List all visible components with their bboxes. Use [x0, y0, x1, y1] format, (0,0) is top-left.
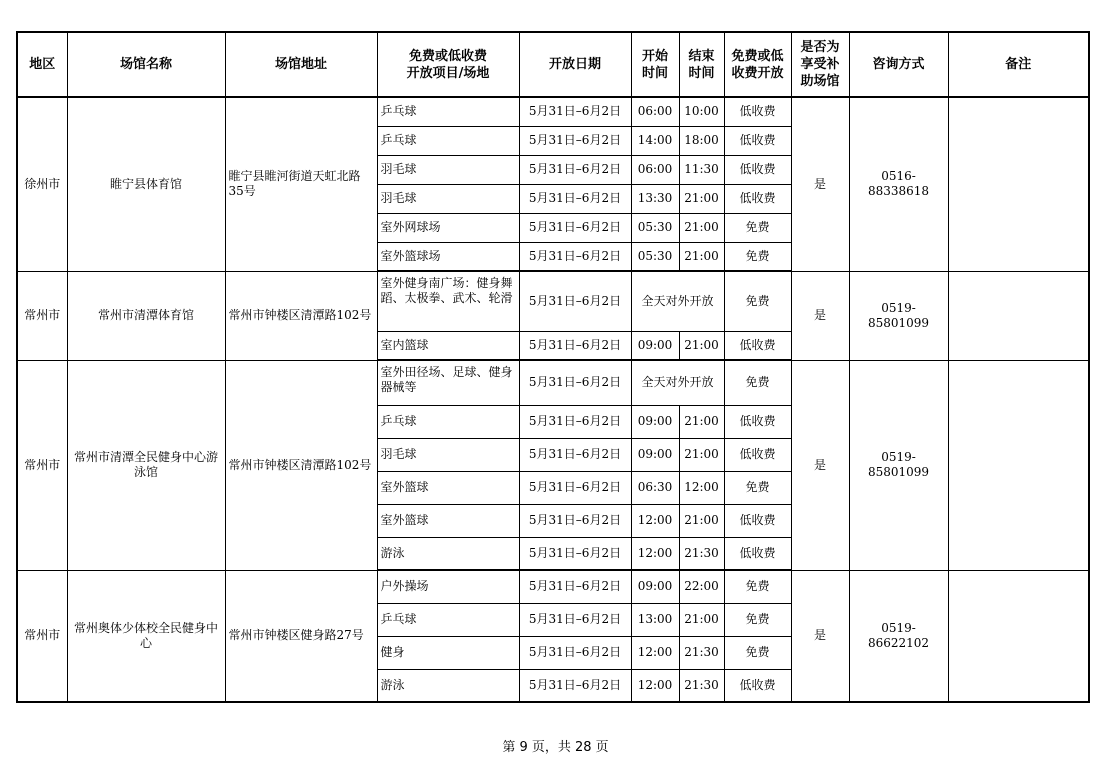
item-cell: 乒乓球: [377, 405, 519, 438]
start-cell: 06:00: [631, 155, 679, 184]
header-contact: 咨询方式: [849, 32, 948, 97]
header-fee-line2: 收费开放: [731, 65, 784, 81]
note-cell: [948, 271, 1089, 360]
start-cell: 13:30: [631, 184, 679, 213]
header-venue: 场馆名称: [67, 32, 225, 97]
start-cell: 12:00: [631, 504, 679, 537]
subsidy-cell: 是: [791, 97, 849, 271]
end-cell: 21:00: [679, 331, 724, 360]
header-end-line1: 结束: [688, 48, 715, 64]
header-start-line1: 开始: [641, 48, 668, 64]
subsidy-cell: 是: [791, 271, 849, 360]
contact-cell: 0519-85801099: [849, 360, 948, 570]
date-cell: 5月31日–6月2日: [519, 438, 631, 471]
start-cell: 09:00: [631, 405, 679, 438]
item-cell: 羽毛球: [377, 184, 519, 213]
table-row: [17, 360, 1089, 405]
fee-cell: 低收费: [724, 405, 791, 438]
item-cell: 游泳: [377, 669, 519, 702]
date-cell: 5月31日–6月2日: [519, 669, 631, 702]
address-cell: 睢宁县睢河街道天虹北路35号: [225, 97, 377, 271]
end-cell: 21:00: [679, 405, 724, 438]
item-cell: 室内篮球: [377, 331, 519, 360]
table-row: [17, 271, 1089, 331]
date-cell: 5月31日–6月2日: [519, 504, 631, 537]
header-fee-line1: 免费或低: [731, 48, 784, 64]
fee-cell: 低收费: [724, 184, 791, 213]
page-footer: 第 9 页，共 28 页: [502, 740, 609, 755]
start-cell: 12:00: [631, 669, 679, 702]
start-cell: 12:00: [631, 537, 679, 570]
venue-cell: 常州奥体少体校全民健身中心: [67, 570, 225, 702]
contact-cell: 0519-85801099: [849, 271, 948, 360]
contact-cell: 0516-88338618: [849, 97, 948, 271]
date-cell: 5月31日–6月2日: [519, 537, 631, 570]
date-cell: 5月31日–6月2日: [519, 471, 631, 504]
start-cell: 05:30: [631, 242, 679, 271]
header-subsidy-line1: 是否为: [800, 40, 840, 55]
header-item: [377, 32, 519, 97]
table-row: [17, 97, 1089, 126]
allday-cell: 全天对外开放: [631, 360, 724, 405]
header-start: [631, 32, 679, 97]
header-subsidy: [791, 32, 849, 97]
header-row: [17, 32, 1089, 97]
fee-cell: 免费: [724, 570, 791, 603]
header-date: 开放日期: [519, 32, 631, 97]
note-cell: [948, 570, 1089, 702]
fee-cell: 免费: [724, 603, 791, 636]
start-cell: 06:00: [631, 97, 679, 126]
address-cell: 常州市钟楼区清潭路102号: [225, 360, 377, 570]
end-cell: 21:00: [679, 184, 724, 213]
date-cell: 5月31日–6月2日: [519, 213, 631, 242]
item-cell: 羽毛球: [377, 155, 519, 184]
date-cell: 5月31日–6月2日: [519, 242, 631, 271]
table-row: [17, 570, 1089, 603]
address-cell: 常州市钟楼区清潭路102号: [225, 271, 377, 360]
start-cell: 09:00: [631, 438, 679, 471]
venue-cell: 睢宁县体育馆: [67, 97, 225, 271]
end-cell: 21:00: [679, 504, 724, 537]
fee-cell: 低收费: [724, 331, 791, 360]
header-item-line1: 免费或低收费: [408, 48, 487, 64]
fee-cell: 低收费: [724, 126, 791, 155]
end-cell: 12:00: [679, 471, 724, 504]
fee-cell: 免费: [724, 271, 791, 331]
item-cell: 乒乓球: [377, 97, 519, 126]
venue-schedule-table: [16, 31, 1090, 703]
venue-cell: 常州市清潭体育馆: [67, 271, 225, 360]
item-cell: 乒乓球: [377, 603, 519, 636]
header-address: 场馆地址: [225, 32, 377, 97]
item-cell: 室外篮球: [377, 471, 519, 504]
fee-cell: 低收费: [724, 669, 791, 702]
end-cell: 21:00: [679, 242, 724, 271]
header-fee: [724, 32, 791, 97]
header-note: 备注: [948, 32, 1089, 97]
address-cell: 常州市钟楼区健身路27号: [225, 570, 377, 702]
fee-cell: 低收费: [724, 97, 791, 126]
header-end: [679, 32, 724, 97]
fee-cell: 低收费: [724, 537, 791, 570]
start-cell: 05:30: [631, 213, 679, 242]
start-cell: 14:00: [631, 126, 679, 155]
date-cell: 5月31日–6月2日: [519, 570, 631, 603]
region-cell: 常州市: [17, 360, 67, 570]
header-subsidy-line2: 享受补: [800, 57, 840, 72]
header-start-line2: 时间: [641, 65, 668, 81]
item-cell: 室外田径场、足球、健身器械等: [377, 360, 519, 405]
date-cell: 5月31日–6月2日: [519, 603, 631, 636]
note-cell: [948, 97, 1089, 271]
fee-cell: 免费: [724, 242, 791, 271]
subsidy-cell: 是: [791, 360, 849, 570]
item-cell: 乒乓球: [377, 126, 519, 155]
date-cell: 5月31日–6月2日: [519, 155, 631, 184]
fee-cell: 低收费: [724, 155, 791, 184]
allday-cell: 全天对外开放: [631, 271, 724, 331]
date-cell: 5月31日–6月2日: [519, 360, 631, 405]
header-region: 地区: [17, 32, 67, 97]
header-end-line2: 时间: [688, 65, 715, 81]
date-cell: 5月31日–6月2日: [519, 97, 631, 126]
end-cell: 21:30: [679, 669, 724, 702]
venue-table-sheet: [16, 31, 1090, 703]
header-subsidy-line3: 助场馆: [800, 74, 840, 89]
date-cell: 5月31日–6月2日: [519, 636, 631, 669]
date-cell: 5月31日–6月2日: [519, 126, 631, 155]
end-cell: 21:00: [679, 213, 724, 242]
date-cell: 5月31日–6月2日: [519, 184, 631, 213]
end-cell: 21:30: [679, 636, 724, 669]
end-cell: 21:00: [679, 438, 724, 471]
end-cell: 21:30: [679, 537, 724, 570]
fee-cell: 免费: [724, 213, 791, 242]
fee-cell: 低收费: [724, 438, 791, 471]
end-cell: 10:00: [679, 97, 724, 126]
header-item-line2: 开放项目/场地: [406, 65, 490, 81]
start-cell: 09:00: [631, 331, 679, 360]
item-cell: 室外网球场: [377, 213, 519, 242]
fee-cell: 免费: [724, 360, 791, 405]
end-cell: 11:30: [679, 155, 724, 184]
end-cell: 21:00: [679, 603, 724, 636]
region-cell: 徐州市: [17, 97, 67, 271]
venue-cell: 常州市清潭全民健身中心游泳馆: [67, 360, 225, 570]
region-cell: 常州市: [17, 570, 67, 702]
region-cell: 常州市: [17, 271, 67, 360]
fee-cell: 免费: [724, 636, 791, 669]
subsidy-cell: 是: [791, 570, 849, 702]
end-cell: 22:00: [679, 570, 724, 603]
date-cell: 5月31日–6月2日: [519, 405, 631, 438]
item-cell: 羽毛球: [377, 438, 519, 471]
start-cell: 06:30: [631, 471, 679, 504]
start-cell: 12:00: [631, 636, 679, 669]
fee-cell: 免费: [724, 471, 791, 504]
item-cell: 健身: [377, 636, 519, 669]
start-cell: 09:00: [631, 570, 679, 603]
end-cell: 18:00: [679, 126, 724, 155]
fee-cell: 低收费: [724, 504, 791, 537]
item-cell: 户外操场: [377, 570, 519, 603]
item-cell: 室外健身南广场：健身舞蹈、太极拳、武术、轮滑: [377, 271, 519, 331]
item-cell: 游泳: [377, 537, 519, 570]
item-cell: 室外篮球场: [377, 242, 519, 271]
start-cell: 13:00: [631, 603, 679, 636]
note-cell: [948, 360, 1089, 570]
contact-cell: 0519-86622102: [849, 570, 948, 702]
date-cell: 5月31日–6月2日: [519, 331, 631, 360]
date-cell: 5月31日–6月2日: [519, 271, 631, 331]
item-cell: 室外篮球: [377, 504, 519, 537]
